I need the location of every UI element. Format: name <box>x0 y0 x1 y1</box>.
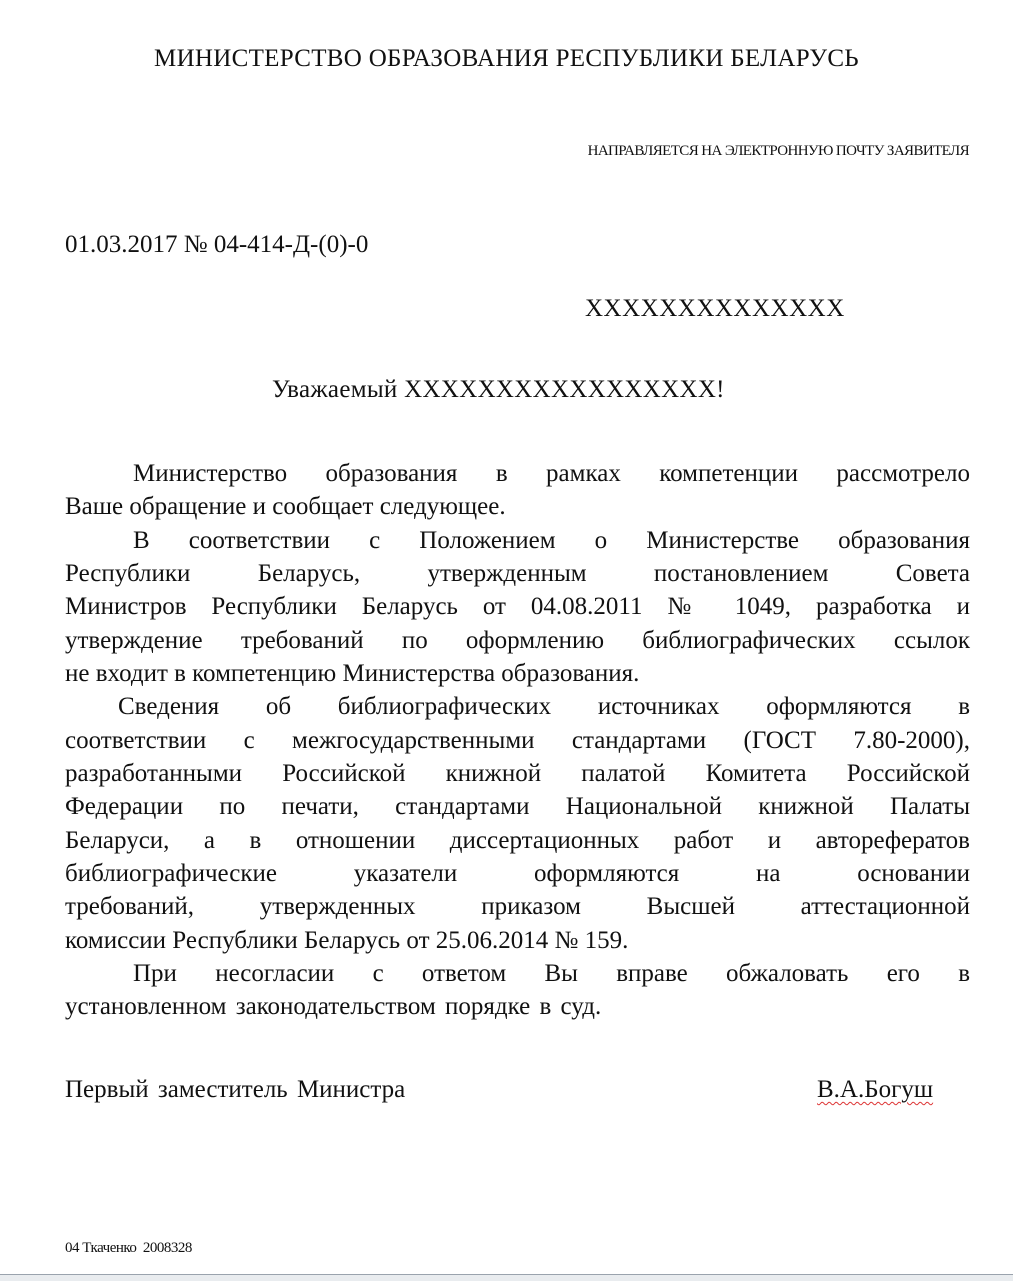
text-line: библиографические указатели оформляются на основании <box>65 860 970 887</box>
text-line: разработанными Российской книжной палатой Комитета Российской <box>65 760 970 787</box>
text-line: не входит в компетенцию Министерства образования. <box>65 660 640 687</box>
text-line: утверждение требований по оформлению библиографических ссылок <box>65 627 970 654</box>
text-line: При несогласии с ответом Вы вправе обжаловать его в <box>133 960 970 987</box>
addressee: XXXXXXXXXXXXXX <box>585 295 845 322</box>
text-line: Ваше обращение и сообщает следующее. <box>65 493 506 520</box>
greeting: Уважаемый XXXXXXXXXXXXXXXXX! <box>272 376 725 403</box>
text-line: Республики Беларусь, утвержденным постановлением Совета <box>65 560 970 587</box>
text-line: Федерации по печати, стандартами Национальной книжной Палаты <box>65 793 970 820</box>
delivery-note: НАПРАВЛЯЕТСЯ НА ЭЛЕКТРОННУЮ ПОЧТУ ЗАЯВИТЕЛЯ <box>587 143 969 159</box>
text-line: комиссии Республики Беларусь от 25.06.2014 № 159. <box>65 927 629 954</box>
ministry-heading: МИНИСТЕРСТВО ОБРАЗОВАНИЯ РЕСПУБЛИКИ БЕЛАРУСЬ <box>154 45 859 72</box>
signatory-name: В.А.Богуш <box>817 1076 934 1103</box>
text-line: Беларуси, а в отношении диссертационных работ и авторефератов <box>65 827 970 854</box>
text-line: В соответствии с Положением о Министерстве образования <box>133 527 970 554</box>
text-line: Министерство образования в рамках компетенции рассмотрело <box>133 460 970 487</box>
date-number: 01.03.2017 № 04-414-Д-(0)-0 <box>65 231 369 258</box>
text-line: соответствии с межгосударственными стандартами (ГОСТ 7.80-2000), <box>65 727 970 754</box>
signatory-position: Первый заместитель Министра <box>65 1076 406 1103</box>
text-line: установленном законодательством порядке в суд. <box>65 993 602 1020</box>
footer-executor: 04 Ткаченко 2008328 <box>65 1240 192 1256</box>
text-line: требований, утвержденных приказом Высшей аттестационной <box>65 893 970 920</box>
text-line: Министров Республики Беларусь от 04.08.2011 № 1049, разработка и <box>65 593 970 620</box>
text-line: Сведения об библиографических источниках оформляются в <box>118 693 970 720</box>
